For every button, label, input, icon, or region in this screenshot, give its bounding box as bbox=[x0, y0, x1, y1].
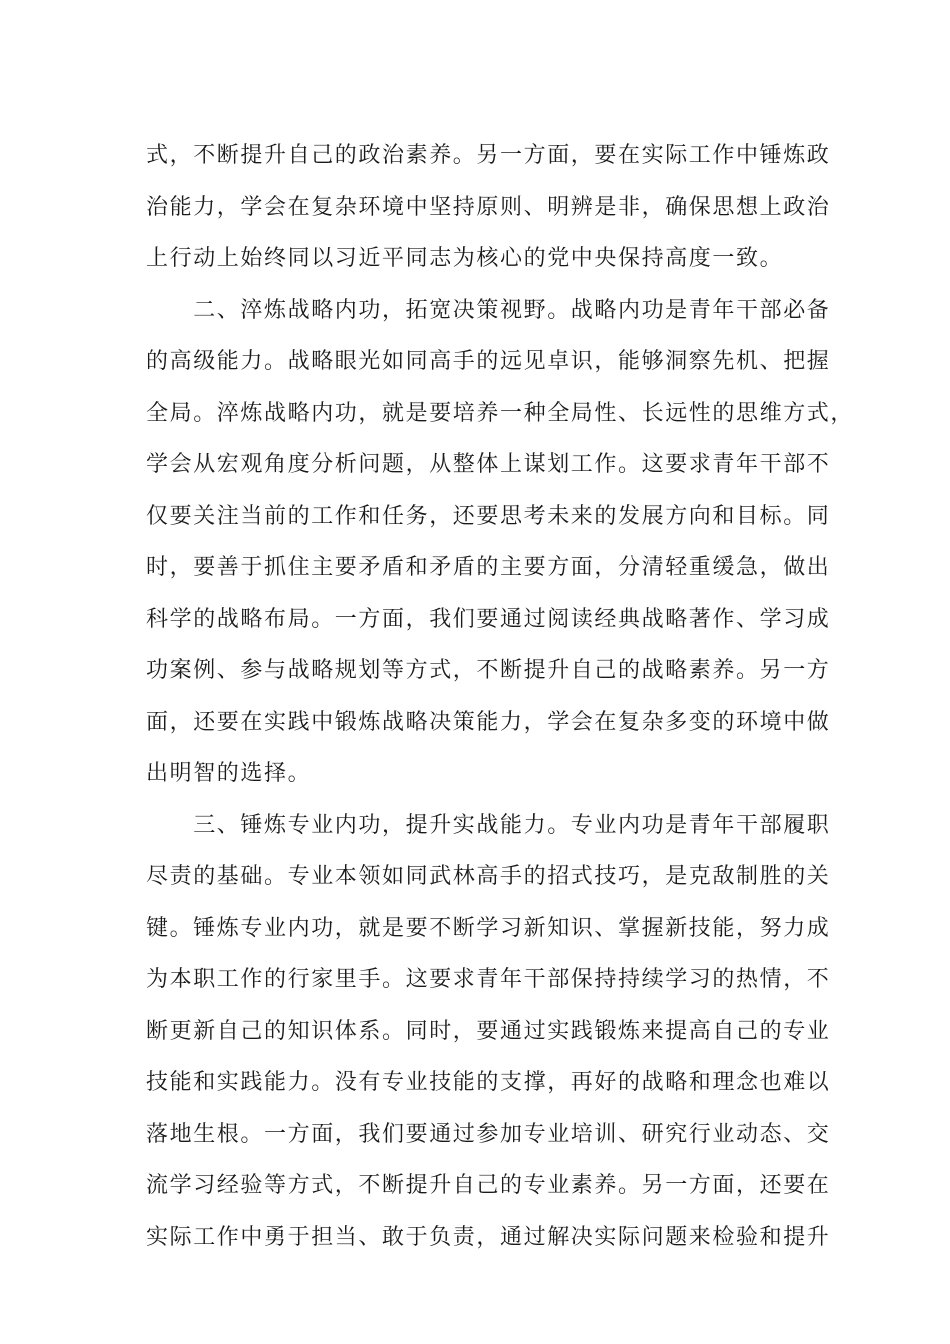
text-line: 断更新自己的知识体系。同时，要通过实践锻炼来提高自己的专业 bbox=[146, 1018, 831, 1044]
text-line: 为本职工作的行家里手。这要求青年干部保持持续学习的热情，不 bbox=[146, 967, 831, 992]
body-text bbox=[146, 130, 855, 1263]
text-line: 出明智的选择。 bbox=[146, 761, 312, 786]
paragraph-3-first-line: 三、锤炼专业内功，提升实战能力。专业内功是青年干部履职 bbox=[146, 812, 831, 838]
text-line: 式，不断提升自己的政治素养。另一方面，要在实际工作中锤炼政 bbox=[146, 143, 831, 168]
text-line: 面，还要在实践中锻炼战略决策能力，学会在复杂多变的环境中做 bbox=[146, 709, 831, 735]
text-line: 流学习经验等方式，不断提升自己的专业素养。另一方面，还要在 bbox=[146, 1173, 831, 1198]
text-line: 学会从宏观角度分析问题，从整体上谋划工作。这要求青年干部不 bbox=[146, 452, 831, 477]
text-line: 实际工作中勇于担当、敢于负责，通过解决实际问题来检验和提升 bbox=[146, 1224, 831, 1250]
text-line: 治能力，学会在复杂环境中坚持原则、明辨是非，确保思想上政治 bbox=[146, 194, 831, 220]
text-line: 技能和实践能力。没有专业技能的支撑，再好的战略和理念也难以 bbox=[146, 1070, 831, 1095]
paragraph-2-first-line: 二、淬炼战略内功，拓宽决策视野。战略内功是青年干部必备 bbox=[146, 297, 831, 323]
text-line: 仅要关注当前的工作和任务，还要思考未来的发展方向和目标。同 bbox=[146, 503, 831, 529]
text-line: 功案例、参与战略规划等方式，不断提升自己的战略素养。另一方 bbox=[146, 658, 831, 683]
text-line: 全局。淬炼战略内功，就是要培养一种全局性、长远性的思维方式， bbox=[146, 400, 855, 426]
text-line: 的高级能力。战略眼光如同高手的远见卓识，能够洞察先机、把握 bbox=[146, 349, 831, 374]
text-line: 上行动上始终同以习近平同志为核心的党中央保持高度一致。 bbox=[146, 246, 784, 271]
text-line: 时，要善于抓住主要矛盾和矛盾的主要方面，分清轻重缓急，做出 bbox=[146, 555, 831, 580]
text-line: 落地生根。一方面，我们要通过参加专业培训、研究行业动态、交 bbox=[146, 1121, 831, 1147]
text-line: 尽责的基础。专业本领如同武林高手的招式技巧，是克敌制胜的关 bbox=[146, 864, 831, 889]
text-line: 科学的战略布局。一方面，我们要通过阅读经典战略著作、学习成 bbox=[146, 606, 831, 632]
text-line: 键。锤炼专业内功，就是要不断学习新知识、掌握新技能，努力成 bbox=[146, 915, 831, 941]
